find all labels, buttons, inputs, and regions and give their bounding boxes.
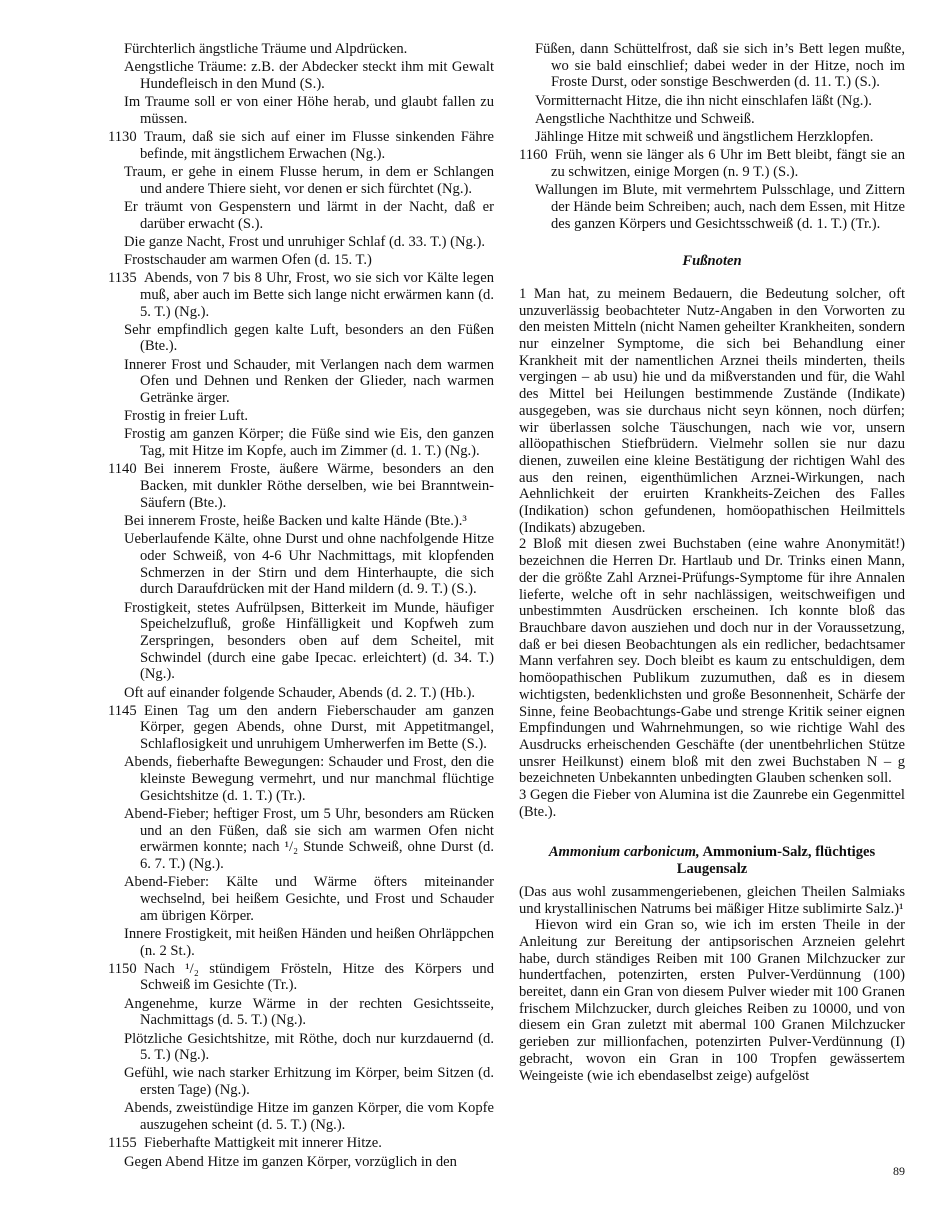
symptom-text: Frostig in freier Luft. — [124, 408, 249, 425]
symptom-text: Gegen Abend Hitze im ganzen Körper, vorzüglich in den — [124, 1153, 457, 1170]
symptom-entry — [108, 461, 494, 511]
symptom-text: Plötzliche Gesichtshitze, mit Röthe, doch nur kurzdauernd (d. 5. T.) (Ng.). — [124, 1030, 494, 1064]
symptom-entry — [108, 164, 494, 197]
symptom-entry — [108, 703, 494, 753]
symptom-entry — [108, 600, 494, 684]
symptom-text: Abends, zweistündige Hitze im ganzen Körper, die vom Kopfe auszugehen scheint (d. 5. T.) (Ng.). — [124, 1100, 494, 1134]
symptom-text: Traum, daß sie sich auf einer im Flusse sinkenden Fähre befinde, mit ängstlichem Erwachen (Ng.). — [140, 129, 494, 162]
symptom-entry — [108, 94, 494, 127]
section-title-german: Ammonium-Salz, flüchtiges Laugensalz — [676, 844, 876, 878]
symptom-text: Abend-Fieber: Kälte und Wärme öfters miteinander wechselnd, bei heißem Gesichte, und Frost und Schauder am übrigen Körper. — [124, 874, 494, 924]
symptom-entry — [108, 961, 494, 994]
footnote: 3 Gegen die Fieber von Alumina ist die Zaunrebe ein Gegenmittel (Bte.). — [519, 787, 905, 820]
symptom-number: 1155 — [108, 1135, 137, 1152]
left-column — [108, 41, 494, 1172]
symptom-text: Jählinge Hitze mit schweiß und ängstlichem Herzklopfen. — [535, 129, 874, 146]
symptom-text: Abends, fieberhafte Bewegungen: Schauder und Frost, den die kleinste Bewegung vermehrt, und nur manchmal flüchtige Gesichtshitze (d. 1. T.) (Tr.). — [124, 754, 494, 804]
symptom-entry — [108, 806, 494, 873]
symptom-text: Ueberlaufende Kälte, ohne Durst und ohne nachfolgende Hitze oder Schweiß, von 4-6 Uhr Nachmittags, mit klopfenden Schmerzen in der Stirn und dem Hinterhaupte, die sich durch Daraufdrücken mit der Hand mildern (d. 9. T.) (S.). — [124, 531, 494, 598]
symptom-list-continued — [519, 41, 905, 232]
symptom-text: Frostigkeit, stetes Aufrülpsen, Bitterkeit im Munde, häufiger Speichelzufluß, große Hinfälligkeit und Kopfweh zum Zerspringen, besonders oben auf dem Scheitel, mit Schwindel (durch eine gabe Ipecac. erleichtert) (d. 34. T.) (Ng.). — [124, 599, 494, 683]
symptom-entry — [108, 1100, 494, 1133]
symptom-number: 1135 — [108, 270, 137, 287]
symptom-entry — [108, 199, 494, 232]
footnote: 1 Man hat, zu meinem Bedauern, die Bedeutung solcher, oft unzuverlässig beobachteter Nutz-Angaben in den Vorworten zu den meisten Mitteln (nicht Namen geheilter Krankheiten, sondern nur einzelner Symptome, die sich bei Behandlung einer Krankheit mit der namentlichen Arznei theils minderten, theils vergingen – ab usu) hie und da mißverstanden und für, die Wahl des Mittel bei Heilungen bestimmende Zustände (Indikate) ausgegeben, was sie durchaus nicht seyn können, noch dürfen; wir überlassen solche Täuschungen, nach wie vor, unsern allöopathischen Stiefbrüdern. Vielmehr sollen sie nur dazu dienen, zuweilen eine kleine Bestätigung der richtigen Wahl des aus den reinen, eigenthümlichen Arznei-Wirkungen, nach Aehnlichkeit der eruirten Krankheits-Zeichen des Falles (Indikation) schon gefundenen, homöopathischen Heilmittels (Indikats) abzugeben. — [519, 285, 905, 536]
symptom-entry — [108, 234, 494, 251]
symptom-text: Abends, von 7 bis 8 Uhr, Frost, wo sie sich vor Kälte legen muß, aber auch im Bette sich lange nicht erwärmen kann (d. 5. T.) (Ng.). — [140, 270, 494, 320]
symptom-text: Die ganze Nacht, Frost und unruhiger Schlaf (d. 33. T.) (Ng.). — [124, 233, 485, 250]
symptom-entry — [108, 754, 494, 804]
symptom-entry — [108, 270, 494, 320]
symptom-text: Aengstliche Nachthitze und Schweiß. — [535, 110, 755, 127]
symptom-entry — [108, 322, 494, 355]
right-column — [519, 41, 905, 1084]
symptom-entry — [108, 926, 494, 959]
symptom-text: Oft auf einander folgende Schauder, Abends (d. 2. T.) (Hb.). — [124, 684, 476, 701]
page-number: 89 — [893, 1164, 905, 1178]
symptom-entry — [108, 531, 494, 598]
symptom-entry — [519, 111, 905, 128]
symptom-text: Innerer Frost und Schauder, mit Verlangen nach dem warmen Ofen und Dehnen und Renken der Glieder, nach warmen Getränke ärger. — [124, 356, 494, 407]
symptom-entry — [108, 1065, 494, 1098]
symptom-text: Füßen, dann Schüttelfrost, daß sie sich in’s Bett legen mußte, wo sie bald einschlief; dabei weder in der Hitze, noch im Froste Durst, oder sonstige Beschwerden (d. 11. T.) (S.). — [535, 41, 905, 91]
footnotes-heading: Fußnoten — [682, 253, 742, 270]
symptom-text: Nach ¹/₂ stündigem Frösteln, Hitze des Körpers und Schweiß im Gesichte (Tr.). — [140, 960, 494, 994]
symptom-text: Frostschauder am warmen Ofen (d. 15. T.) — [124, 251, 372, 268]
symptom-entry — [108, 252, 494, 269]
symptom-text: Bei innerem Froste, heiße Backen und kalte Hände (Bte.).³ — [124, 512, 467, 529]
symptom-entry — [519, 147, 905, 180]
symptom-text: Früh, wenn sie länger als 6 Uhr im Bett bleibt, fängt sie an zu schwitzen, einige Morgen (n. 9 T.) (S.). — [551, 147, 905, 180]
symptom-number: 1160 — [519, 147, 548, 164]
symptom-entry — [108, 513, 494, 530]
footnotes — [519, 286, 905, 821]
symptom-number: 1130 — [108, 129, 137, 146]
symptom-text: Bei innerem Froste, äußere Wärme, besonders an den Backen, mit dunkler Röthe derselben, wie bei Branntwein-Säufern (Bte.). — [140, 461, 494, 511]
symptom-entry — [108, 1031, 494, 1064]
symptom-number: 1145 — [108, 702, 137, 719]
section-title — [519, 844, 905, 877]
symptom-text: Im Traume soll er von einer Höhe herab, und glaubt fallen zu müssen. — [124, 94, 494, 127]
symptom-entry — [108, 874, 494, 924]
symptom-entry — [108, 357, 494, 407]
symptom-text: Aengstliche Träume: z.B. der Abdecker steckt ihm mit Gewalt Hundefleisch in den Mund (S.). — [124, 59, 494, 92]
symptom-text: Vormitternacht Hitze, die ihn nicht einschlafen läßt (Ng.). — [535, 92, 872, 109]
symptom-text: Fürchterlich ängstliche Träume und Alpdrücken. — [124, 41, 408, 57]
symptom-text: Abend-Fieber; heftiger Frost, um 5 Uhr, besonders am Rücken und an den Füßen, daß sie sich am warmen Ofen nicht erwärmen konnte; nach ¹/₂ Stunde Schweiß, ohne Durst (d. 6. 7. T.) (Ng.). — [124, 805, 494, 873]
symptom-entry — [108, 59, 494, 92]
section-body: Hievon wird ein Gran so, wie ich im ersten Theile in der Anleitung zur Bereitung der antipsorischen Arzneien gelehrt habe, durch ständiges Reiben mit 100 Granen Milchzucker zur hundertfachen, potenzirten, ersten Pulver-Verdünnung (100) bereitet, dann ein Gran von diesem Pulver wieder mit 100 Granen frischem Milchzucker, durch gleiches Reiben zu 10000, und von diesem ein Gran zuletzt mit abermal 100 Granen Milchzucker gerieben zur millionfachen, potenzirten Pulver-Verdünnung (I) gebracht, wovon ein Gran in 100 Tropfen gewässertem Weingeiste (wie ich ebendaselbst zeige) aufgelöst — [519, 917, 905, 1084]
symptom-entry — [519, 41, 905, 91]
footnote: 2 Bloß mit diesen zwei Buchstaben (eine wahre Anonymität!) bezeichnen die Herren Dr. Hartlaub und Dr. Trinks einen Mann, der die größte Zahl Arznei-Prüfungs-Symptome für ihre Annalen lieferte, welche oft in sehr nachlässigen, weitschweifigen und unbestimmten Ausdrücken erscheinen. Ich konnte bloß das Brauchbare davon ausziehen und doch nur in der Voraussetzung, daß er bei diesen Beobachtungen als ein redlicher, bedachtsamer Mann verfahren sey. Doch bleibt es kaum zu entschuldigen, dem homöopathischen Publikum zuzumuthen, daß es in diesem wichtigsten, bedenklichsten und große Besonnenheit, Schärfe der Sinne, feine Beobachtungs-Gabe und strenge Kritik seiner eignen Empfindungen und Wahrnehmungen, so wie richtige Wahl des Ausdrucks erheischenden Geschäfte (der unentbehrlichen Stütze unsrer Heilkunst) einem bloß mit den zwei Buchstaben N – g bezeichneten Unbekannten unbedingten Glauben schenken soll. — [519, 536, 905, 787]
section-title-latin: Ammonium carbonicum, — [548, 844, 700, 861]
symptom-text: Innere Frostigkeit, mit heißen Händen und heißen Ohrläppchen (n. 2 St.). — [124, 925, 494, 959]
symptom-entry — [519, 182, 905, 232]
symptom-text: Frostig am ganzen Körper; die Füße sind wie Eis, den ganzen Tag, mit Hitze im Kopfe, auch im Zimmer (d. 1. T.) (Ng.). — [124, 426, 494, 460]
symptom-entry — [108, 129, 494, 162]
symptom-text: Einen Tag um den andern Fieberschauder am ganzen Körper, gegen Abends, ohne Durst, mit Appetitmangel, Schlaflosigkeit und unruhigem Umherwerfen im Bette (S.). — [140, 702, 494, 753]
symptom-entry — [108, 1154, 494, 1171]
symptom-entry — [108, 1135, 494, 1152]
symptom-number: 1140 — [108, 461, 137, 478]
symptom-text: Gefühl, wie nach starker Erhitzung im Körper, beim Sitzen (d. ersten Tage) (Ng.). — [124, 1065, 494, 1099]
symptom-text: Er träumt von Gespenstern und lärmt in der Nacht, daß er darüber erwacht (S.). — [124, 198, 494, 232]
symptom-entry — [519, 93, 905, 110]
symptom-text: Sehr empfindlich gegen kalte Luft, besonders an den Füßen (Bte.). — [124, 321, 494, 355]
symptom-text: Wallungen im Blute, mit vermehrtem Pulsschlage, und Zittern der Hände beim Schreiben; auch, nach dem Essen, mit Hitze des ganzen Körpers und Gesichtsschweiß (d. 1. T.) (Tr.). — [535, 182, 905, 232]
symptom-text: Fieberhafte Mattigkeit mit innerer Hitze. — [144, 1135, 382, 1152]
symptom-entry — [108, 996, 494, 1029]
symptom-entry — [108, 685, 494, 702]
symptom-number: 1150 — [108, 960, 137, 977]
symptom-entry — [108, 41, 494, 58]
symptom-entry — [108, 408, 494, 425]
symptom-entry — [519, 129, 905, 146]
section-intro: (Das aus wohl zusammengeriebenen, gleichen Theilen Salmiaks und krystallinischen Natrums bei mäßiger Hitze sublimirte Salz.)¹ — [519, 883, 905, 917]
symptom-entry — [108, 426, 494, 459]
symptom-text: Angenehme, kurze Wärme in der rechten Gesichtsseite, Nachmittags (d. 5. T.) (Ng.). — [124, 995, 494, 1029]
symptom-text: Traum, er gehe in einem Flusse herum, in dem er Schlangen und andere Thiere sieht, vor denen er sich fürchtet (Ng.). — [124, 163, 494, 197]
